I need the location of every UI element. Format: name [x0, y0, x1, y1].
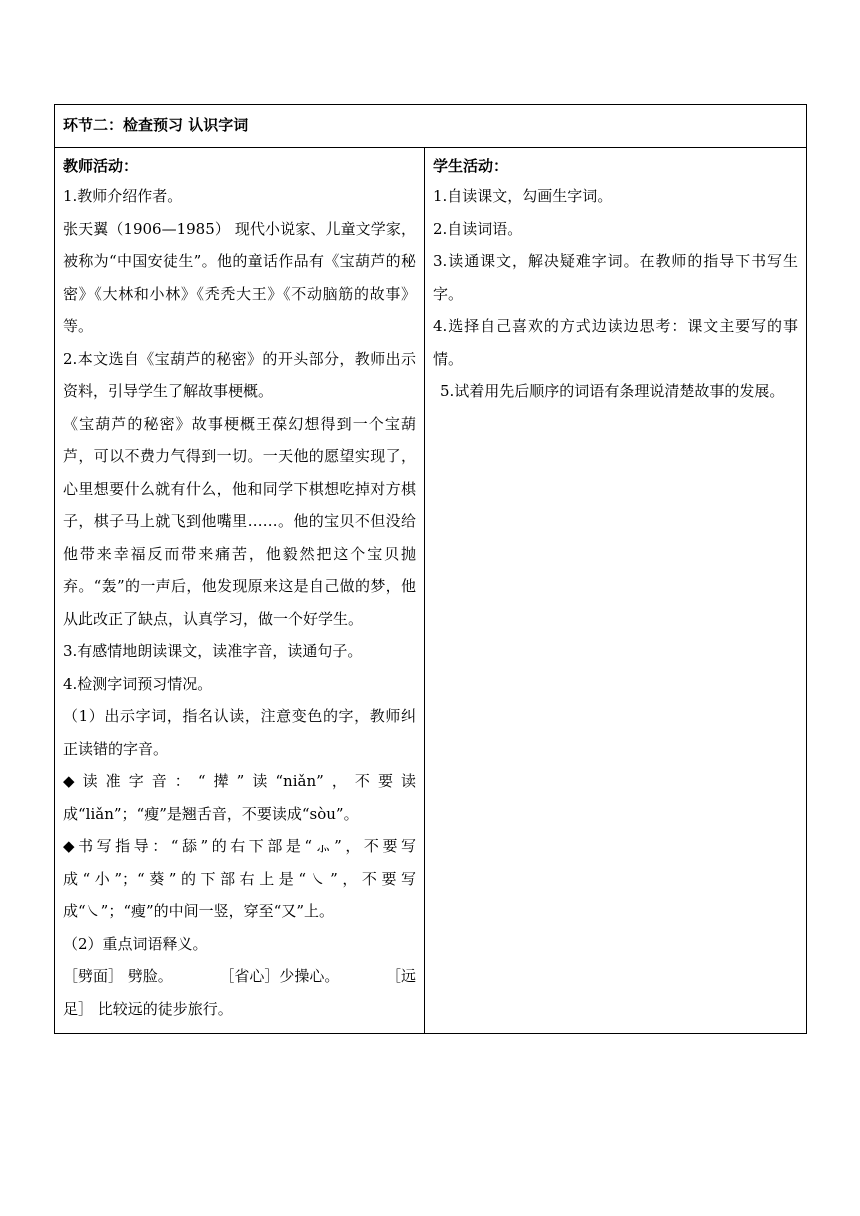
teacher-paragraph: 3.有感情地朗读课文，读准字音，读通句子。: [63, 642, 363, 660]
term-item: ［远: [385, 967, 416, 985]
term-item: ［省心］少操心。: [219, 967, 340, 985]
teacher-paragraph: ◆读准字音：“撵”读“niǎn”，不要读成“liǎn”；“瘦”是翘舌音，不要读成“sòu”。: [63, 772, 416, 823]
student-paragraph: 4.选择自己喜欢的方式边读边思考：课文主要写的事情。: [433, 317, 799, 368]
teacher-paragraph: ◆书写指导：“舔”的右下部是“⺗”，不要写成“小”；“葵”的下部右上是“㇏”，不要写成“㇏”；“瘦”的中间一竖，穿至“又”上。: [63, 837, 416, 920]
student-heading: 学生活动：: [433, 157, 509, 175]
teacher-paragraph: 张天翼（1906—1985） 现代小说家、儿童文学家，被称为“中国安徒生”。他的童话作品有《宝葫芦的秘密》《大林和小林》《秃秃大王》《不动脑筋的故事》等。: [63, 219, 416, 335]
lesson-table: [54, 104, 807, 1034]
teacher-paragraph: 4.检测字词预习情况。: [63, 674, 213, 693]
term-item: ［劈面］ 劈脸。: [63, 967, 173, 985]
key-terms-line: 足］ 比较远的徒步旅行。: [63, 999, 233, 1018]
teacher-paragraph: 《宝葫芦的秘密》故事梗概王葆幻想得到一个宝葫芦，可以不费力气得到一切。一天他的愿望实现了，心里想要什么就有什么，他和同学下棋想吃掉对方棋子，棋子马上就飞到他嘴里……。他的宝贝不但没给他带来幸福反而带来痛苦，他毅然把这个宝贝抛弃。“轰”的一声后，他发现原来这是自己做的梦，他从此改正了缺点，认真学习，做一个好学生。: [63, 414, 416, 628]
section-title: 环节二：检查预习 认识字词: [55, 105, 807, 148]
student-paragraph: 5.试着用先后顺序的词语有条理说清楚故事的发展。: [440, 382, 785, 400]
student-column: [425, 148, 807, 1034]
teacher-paragraph: 1.教师介绍作者。: [63, 187, 183, 205]
student-paragraph: 3.读通课文，解决疑难字词。在教师的指导下书写生字。: [433, 252, 799, 303]
teacher-heading: 教师活动：: [63, 157, 139, 175]
teacher-paragraph: 2.本文选自《宝葫芦的秘密》的开头部分，教师出示资料，引导学生了解故事梗概。: [63, 349, 416, 400]
student-paragraph: 2.自读词语。: [433, 219, 523, 238]
teacher-paragraph: （2）重点词语释义。: [63, 934, 208, 953]
teacher-paragraph: （1）出示字词，指名认读，注意变色的字，教师纠正读错的字音。: [63, 707, 416, 758]
key-terms-line: [63, 960, 416, 993]
teacher-column: [55, 148, 425, 1034]
student-paragraph: 1.自读课文，勾画生字词。: [433, 187, 613, 205]
